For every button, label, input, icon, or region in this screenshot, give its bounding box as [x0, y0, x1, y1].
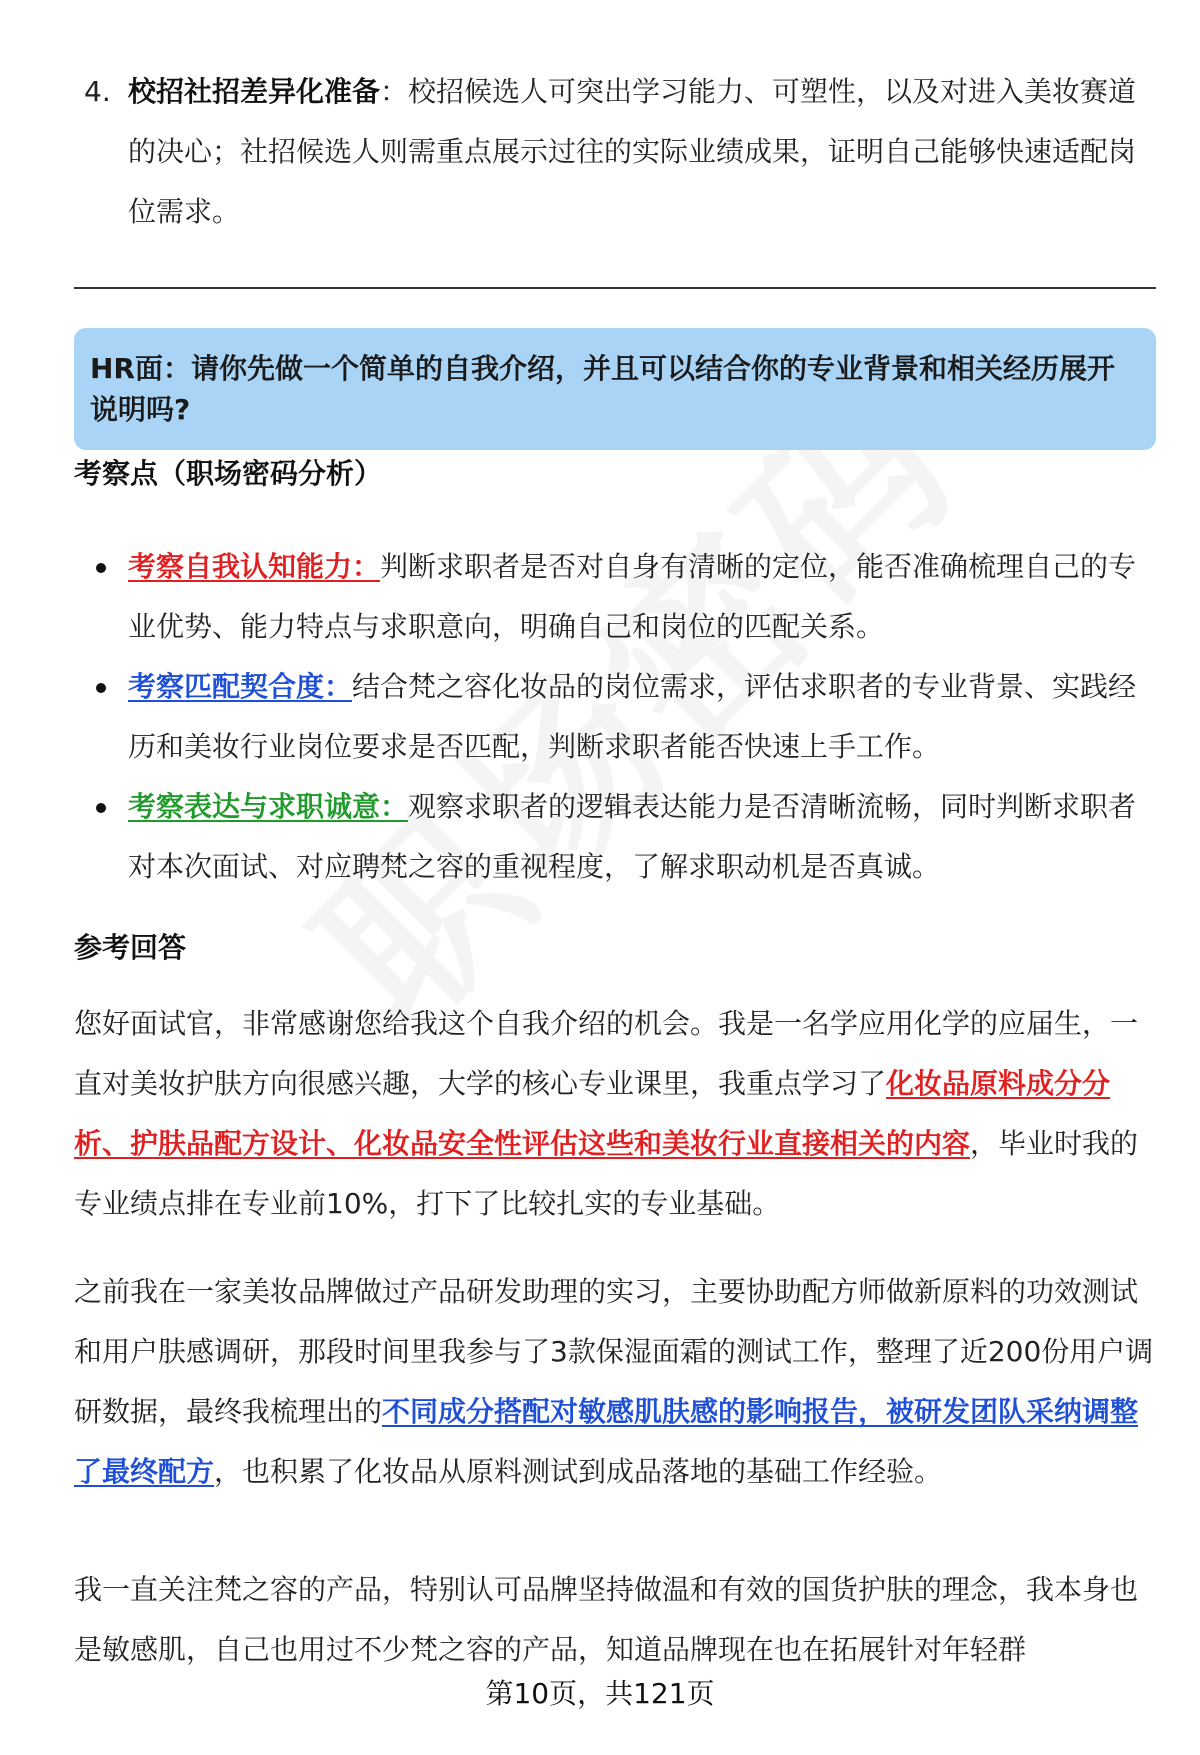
paragraph-highlight: 化妆品原料成分分析、护肤品配方设计、化妆品安全性评估这些和美妆行业直接相关的内容 — [74, 1067, 1111, 1160]
question-box — [74, 328, 1156, 450]
answer-heading: 参考回答 — [74, 931, 187, 964]
list-item — [74, 777, 1156, 897]
item-title: 校招社招差异化准备 — [128, 75, 381, 108]
item-body — [128, 62, 1156, 242]
list-item — [74, 657, 1156, 777]
item-lead: 考察匹配契合度： — [128, 670, 353, 703]
paragraph-text: 之前我在一家美妆品牌做过产品研发助理的实习，主要协助配方师做新原料的功效测试和用户肤感调研，那段时间里我参与了3款保湿面霜的测试工作，整理了近200份用户调研数据，最终我梳理出的 — [74, 1275, 1154, 1428]
bullet-icon — [96, 803, 106, 813]
answer-paragraph-1 — [74, 994, 1156, 1234]
bullet-icon — [96, 683, 106, 693]
item-text: 判断求职者是否对自身有清晰的定位，能否准确梳理自己的专业优势、能力特点与求职意向，明确自己和岗位的匹配关系。 — [128, 550, 1137, 643]
list-item — [74, 537, 1156, 657]
examination-heading: 考察点（职场密码分析） — [74, 457, 383, 490]
item-text: ：校招候选人可突出学习能力、可塑性，以及对进入美妆赛道的决心；社招候选人则需重点展示过往的实际业绩成果，证明自己能够快速适配岗位需求。 — [128, 75, 1137, 228]
page-footer: 第10页，共121页 — [485, 1677, 715, 1710]
paragraph-text: ，也积累了化妆品从原料测试到成品落地的基础工作经验。 — [214, 1455, 943, 1488]
numbered-item — [74, 62, 1156, 242]
examination-list — [74, 537, 1156, 897]
answer-paragraph-2 — [74, 1262, 1156, 1502]
paragraph-highlight: 不同成分搭配对敏感肌肤感的影响报告，被研发团队采纳调整了最终配方 — [74, 1395, 1139, 1488]
item-lead: 考察表达与求职诚意： — [128, 790, 409, 823]
paragraph-text: ，毕业时我的专业绩点排在专业前10%，打下了比较扎实的专业基础。 — [74, 1127, 1139, 1220]
item-text: 结合梵之容化妆品的岗位需求，评估求职者的专业背景、实践经历和美妆行业岗位要求是否匹配，判断求职者能否快速上手工作。 — [128, 670, 1137, 763]
item-lead: 考察自我认知能力： — [128, 550, 381, 583]
bullet-icon — [96, 563, 106, 573]
question-text: HR面：请你先做一个简单的自我介绍，并且可以结合你的专业背景和相关经历展开说明吗? — [90, 352, 1115, 426]
divider — [74, 287, 1156, 289]
item-text: 观察求职者的逻辑表达能力是否清晰流畅，同时判断求职者对本次面试、对应聘梵之容的重视程度，了解求职动机是否真诚。 — [128, 790, 1137, 883]
answer-paragraph-3: 我一直关注梵之容的产品，特别认可品牌坚持做温和有效的国货护肤的理念，我本身也是敏感肌，自己也用过不少梵之容的产品，知道品牌现在也在拓展针对年轻群 — [74, 1573, 1139, 1666]
item-number: 4. — [84, 75, 111, 108]
paragraph-text: 您好面试官，非常感谢您给我这个自我介绍的机会。我是一名学应用化学的应届生，一直对美妆护肤方向很感兴趣，大学的核心专业课里，我重点学习了 — [74, 1007, 1139, 1100]
